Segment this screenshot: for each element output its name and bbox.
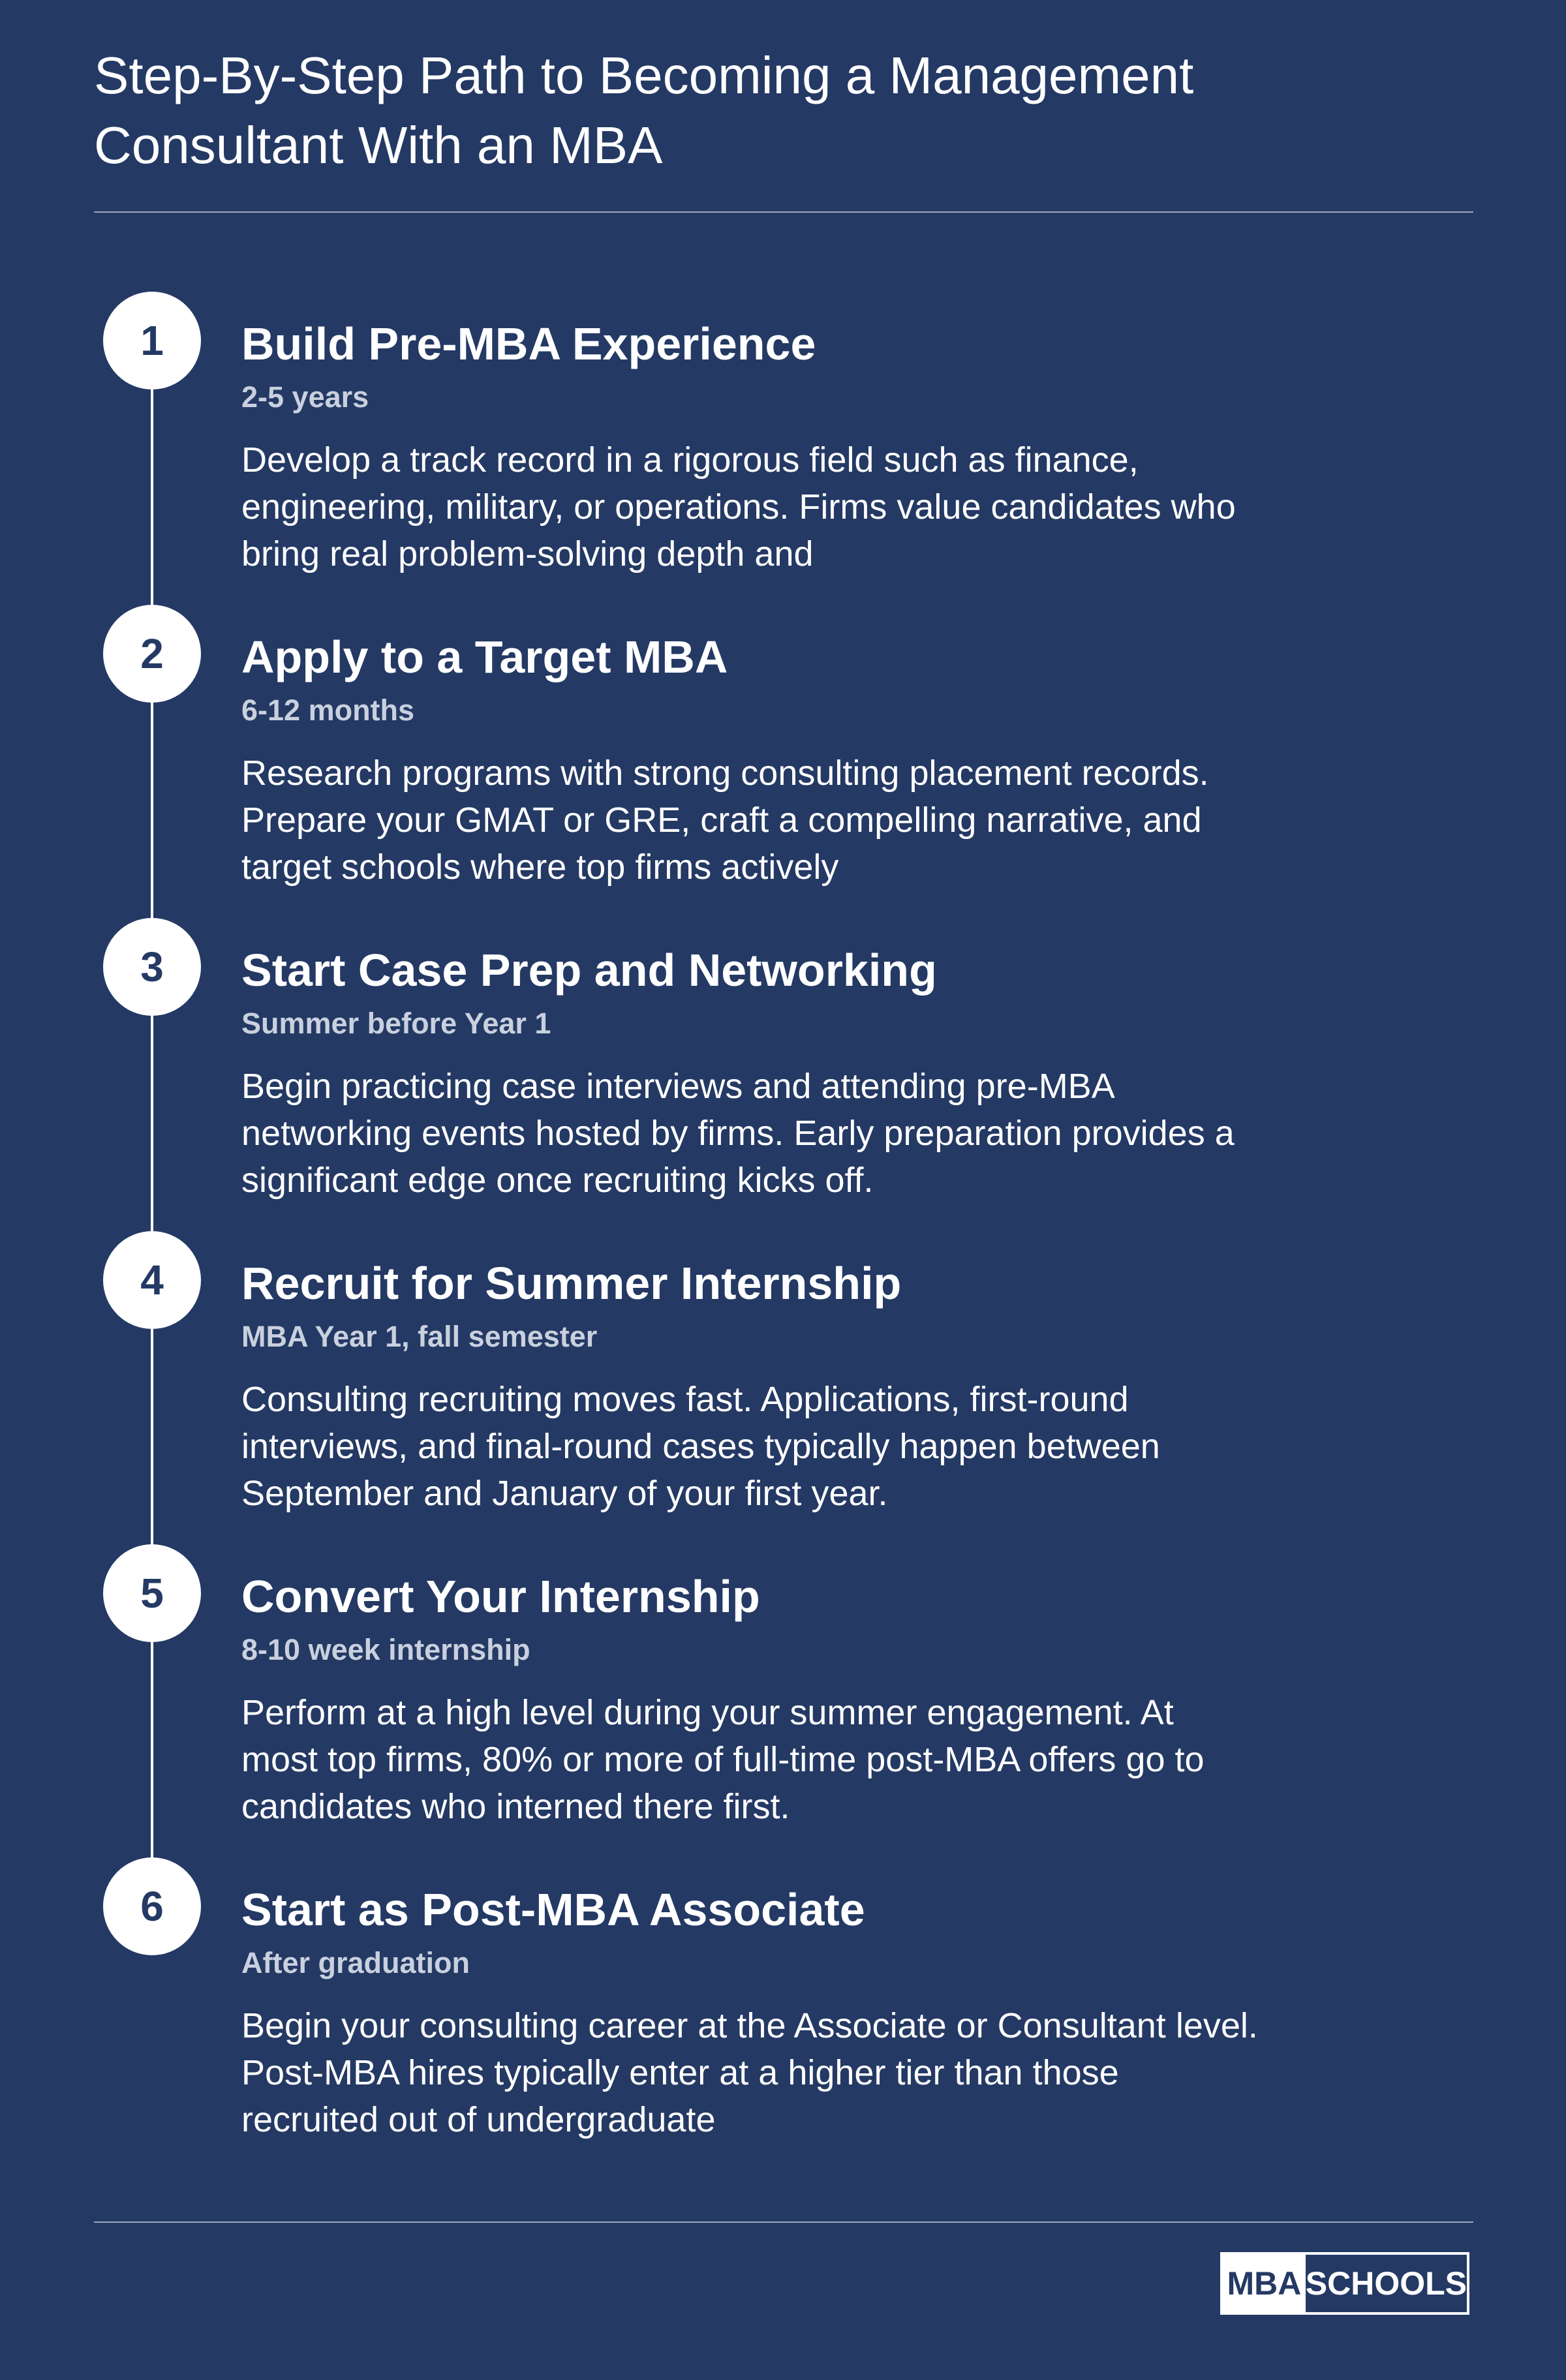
step-title: Apply to a Target MBA: [241, 632, 728, 682]
logo-mba-text: MBA: [1223, 2255, 1306, 2312]
step-number-badge: 2: [103, 605, 201, 703]
step-duration: MBA Year 1, fall semester: [241, 1320, 598, 1353]
page-title: [94, 40, 1334, 180]
step-item-2: [0, 605, 1566, 918]
step-number-badge: 6: [103, 1857, 201, 1955]
step-duration: 8-10 week internship: [241, 1633, 530, 1666]
step-duration: 6-12 months: [241, 694, 415, 727]
logo-schools-text: SCHOOLS: [1305, 2265, 1467, 2302]
step-duration: After graduation: [241, 1946, 470, 1979]
step-description: Consulting recruiting moves fast. Applications, first-round interviews, and final-round cases typically happen between September and January of your first year.: [241, 1380, 1160, 1513]
step-number-badge: 1: [103, 292, 201, 389]
mba-schools-logo: [1220, 2252, 1469, 2315]
step-description: Begin your consulting career at the Associate or Consultant level. Post-MBA hires typically enter at a higher tier than those recruited out of undergraduate: [241, 2006, 1258, 2139]
top-divider: [94, 211, 1473, 213]
step-item-6: [0, 1857, 1566, 2171]
bottom-divider: [94, 2221, 1473, 2223]
step-duration: Summer before Year 1: [241, 1007, 551, 1040]
step-duration: 2-5 years: [241, 380, 369, 414]
step-item-1: [0, 292, 1566, 605]
step-item-5: [0, 1544, 1566, 1857]
page-title-line-1: Step-By-Step Path to Becoming a Management: [94, 46, 1194, 104]
step-description: Perform at a high level during your summer engagement. At most top firms, 80% or more of full-time post-MBA offers go to candidates who interned there first.: [241, 1693, 1205, 1826]
step-title: Start Case Prep and Networking: [241, 945, 937, 996]
step-number-badge: 4: [103, 1231, 201, 1329]
step-title: Recruit for Summer Internship: [241, 1258, 902, 1309]
page-title-line-2: Consultant With an MBA: [94, 116, 663, 174]
step-item-4: [0, 1231, 1566, 1544]
step-description: Begin practicing case interviews and attending pre-MBA networking events hosted by firms. Early preparation provides a significant edge once recruiting kicks off.: [241, 1067, 1235, 1200]
step-item-3: [0, 918, 1566, 1231]
step-title: Build Pre-MBA Experience: [241, 318, 816, 369]
step-description: Research programs with strong consulting placement records. Prepare your GMAT or GRE, craft a compelling narrative, and target schools where top firms actively: [241, 754, 1209, 887]
step-title: Start as Post-MBA Associate: [241, 1884, 865, 1935]
step-description: Develop a track record in a rigorous field such as finance, engineering, military, or operations. Firms value candidates who bring real problem-solving depth and: [241, 440, 1236, 573]
step-number-badge: 3: [103, 918, 201, 1016]
step-number-badge: 5: [103, 1544, 201, 1642]
step-title: Convert Your Internship: [241, 1571, 760, 1622]
